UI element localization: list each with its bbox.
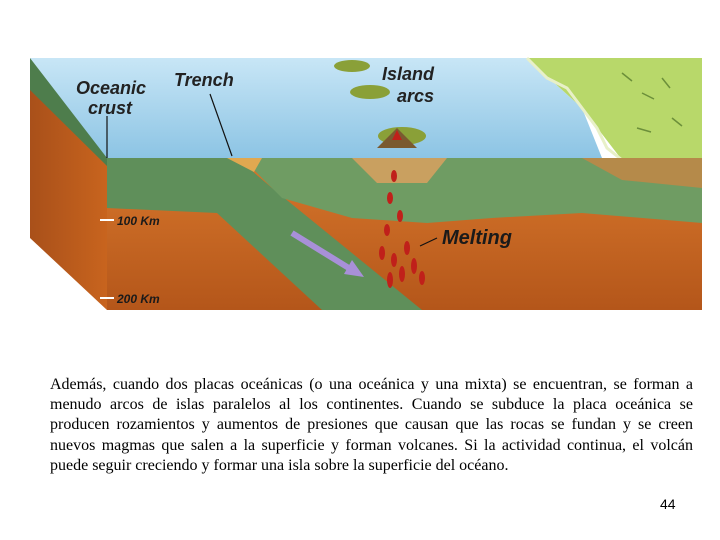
depth-label-200: 200 Km — [117, 292, 160, 306]
page-number: 44 — [660, 496, 676, 512]
label-oceanic-crust-1: Oceanic — [76, 78, 147, 98]
label-island-arcs-1: Island — [382, 64, 435, 84]
label-island-arcs-2: arcs — [397, 86, 435, 106]
depth-label-100: 100 Km — [117, 214, 160, 228]
label-melting: Melting — [442, 227, 512, 249]
island — [334, 60, 370, 72]
caption-paragraph: Además, cuando dos placas oceánicas (o una oceánica y una mixta) se encuentran, se forman a menudo arcos de islas paralelos al los continentes. Cuando se subduce la placa oceánica se producen rozamientos y aumentos de presiones que causan que las rocas se fundan y se creen nuevos magmas que salen a la superficie y forman volcanes. Si la actividad continua, el volcán puede seguir creciendo y formar una isla sobre la superficie del océano. — [50, 376, 693, 474]
label-oceanic-crust-2: crust — [88, 98, 133, 118]
island — [350, 85, 390, 99]
label-trench: Trench — [174, 70, 234, 90]
subduction-block-diagram — [22, 48, 702, 318]
